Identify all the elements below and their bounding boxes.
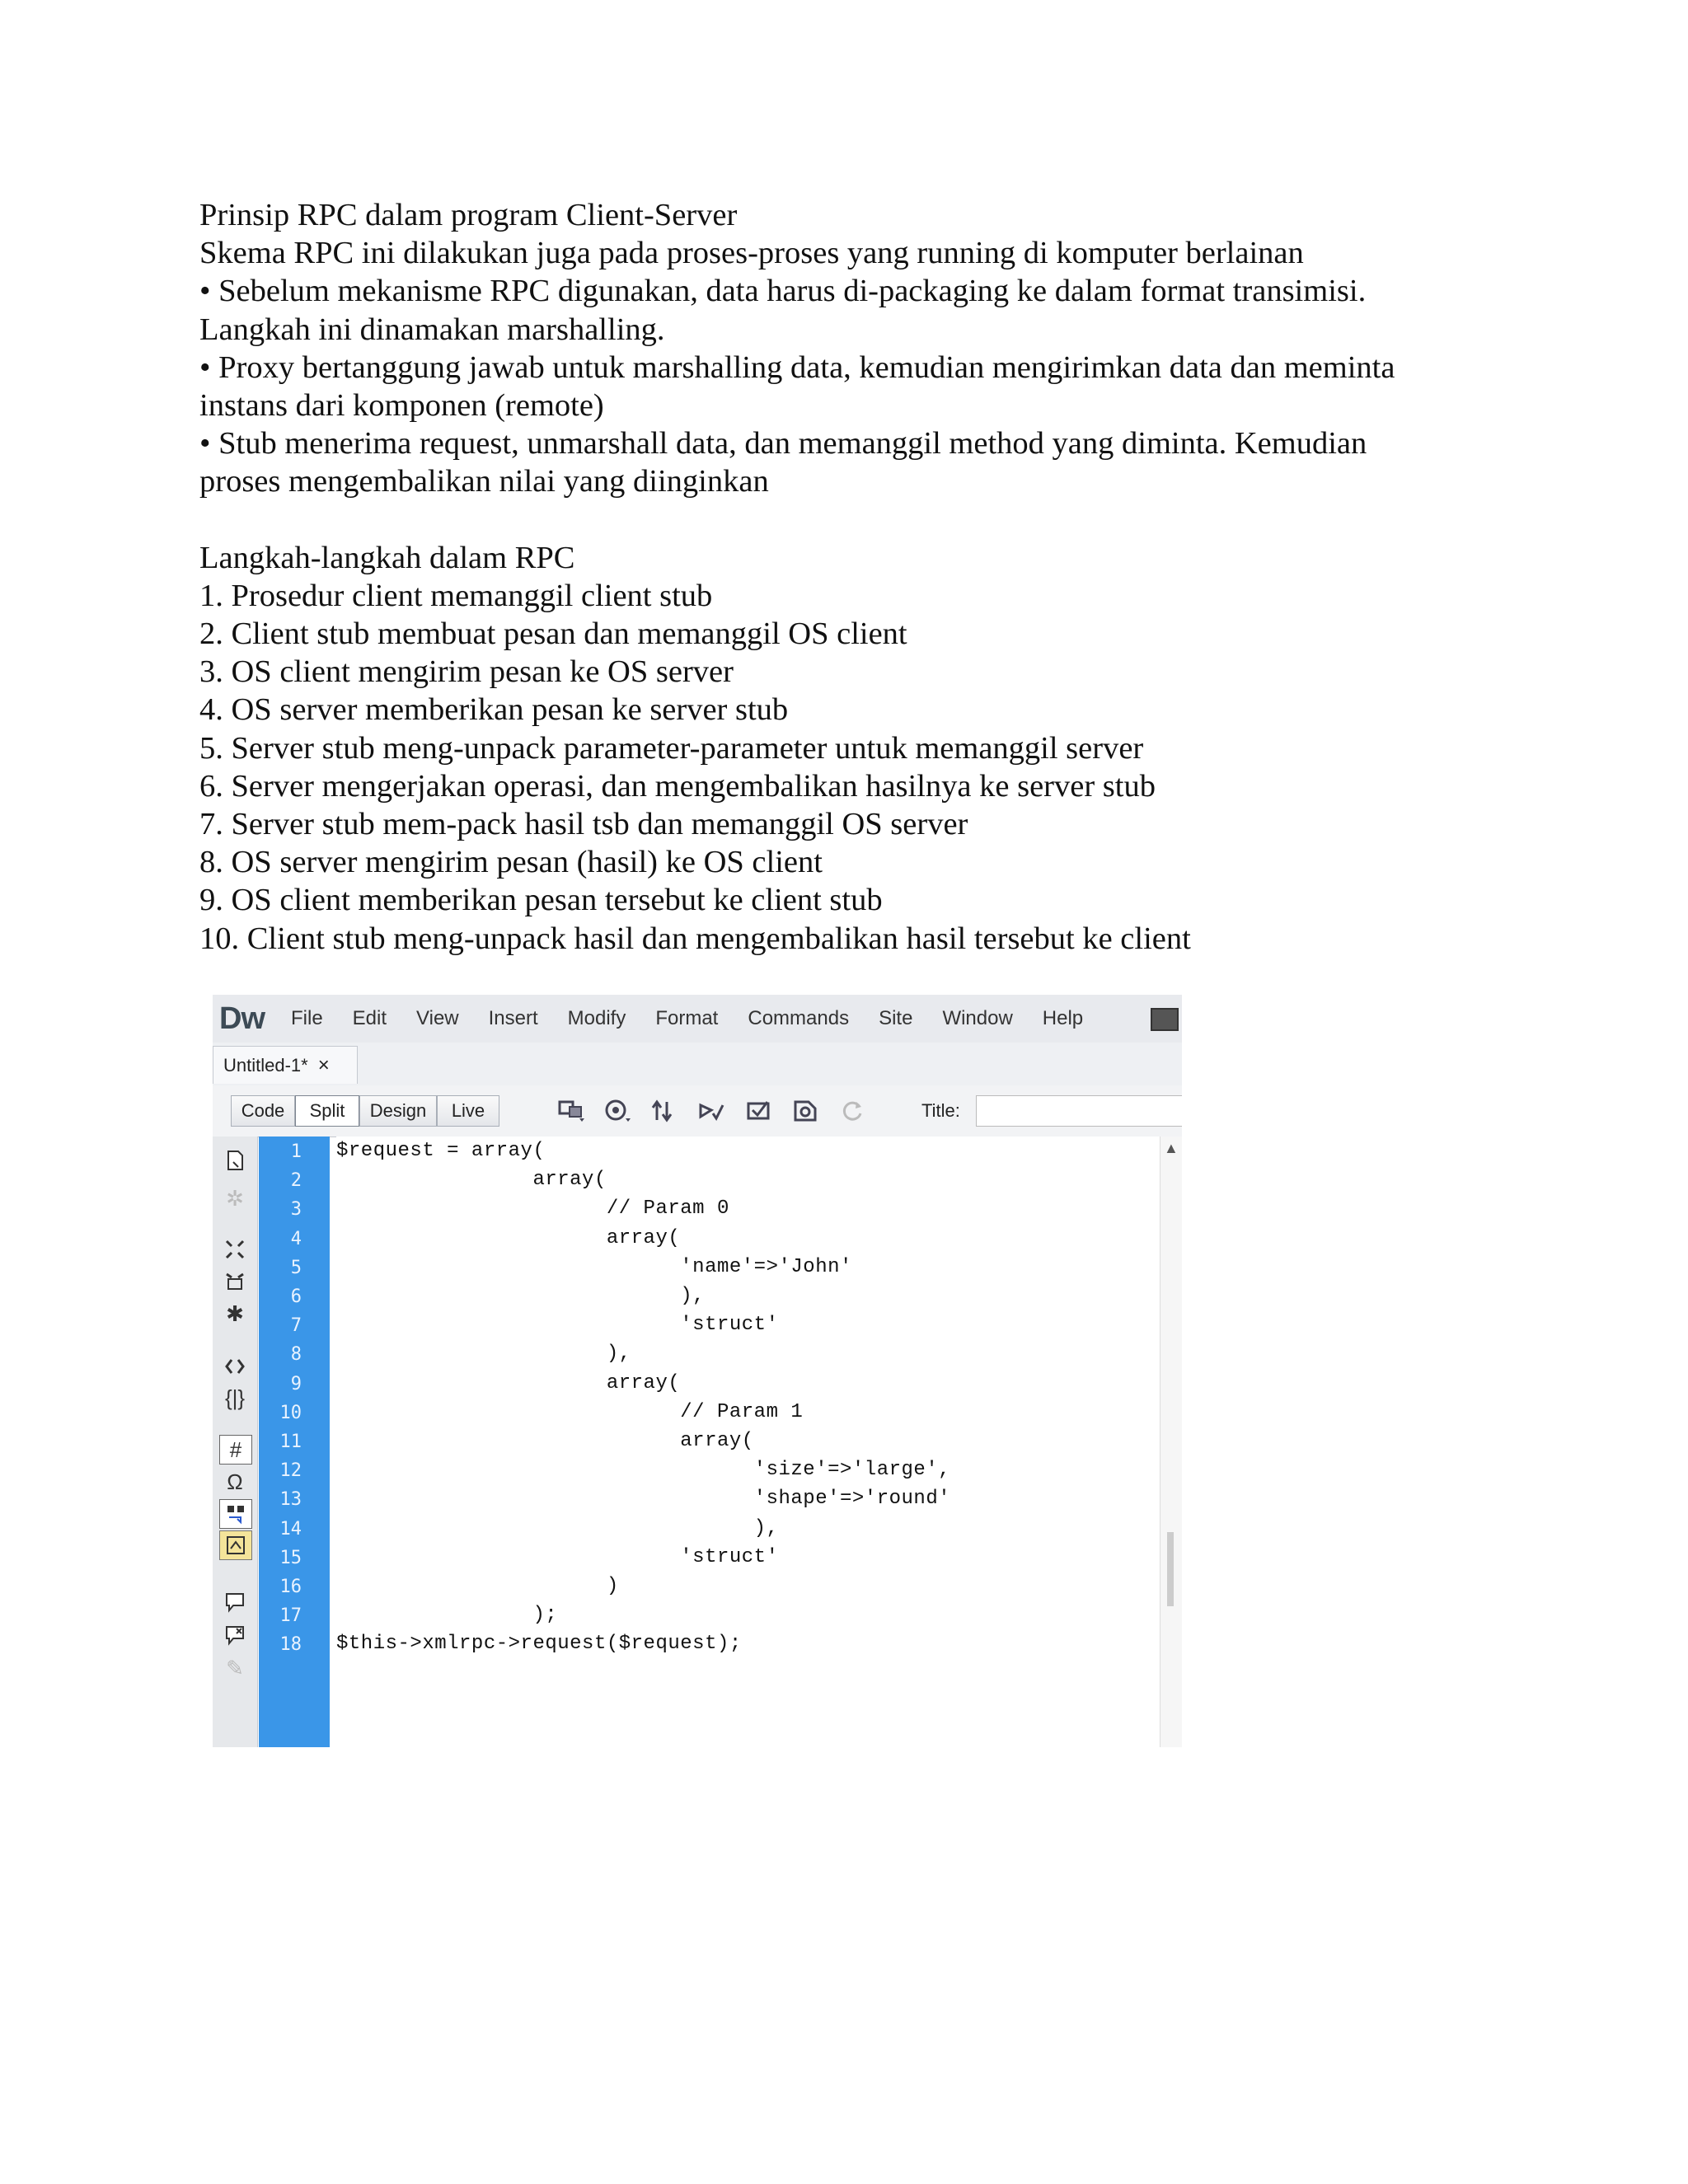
collapse-selection-icon[interactable] <box>219 1268 251 1296</box>
code-line: $request = array( <box>336 1140 546 1162</box>
highlight-invalid-code-icon[interactable]: Ω <box>227 1469 243 1494</box>
vertical-scrollbar[interactable] <box>1160 1137 1182 1747</box>
design-view-button[interactable]: Design <box>359 1095 437 1127</box>
code-line: // Param 0 <box>336 1197 729 1221</box>
code-line: ), <box>336 1285 706 1307</box>
preview-browser-icon[interactable] <box>603 1097 633 1125</box>
close-icon[interactable]: × <box>317 1053 330 1076</box>
steps-heading: Langkah-langkah dalam RPC <box>199 540 575 575</box>
menu-modify[interactable]: Modify <box>567 1007 626 1029</box>
code-line: ) <box>336 1575 619 1597</box>
line-number: 4 <box>290 1228 302 1249</box>
line-number: 18 <box>279 1634 302 1656</box>
multiscreen-icon[interactable] <box>557 1097 587 1125</box>
code-line: ); <box>336 1604 558 1627</box>
line-number: 11 <box>279 1432 302 1452</box>
step-item: 1. Prosedur client memanggil client stub <box>199 578 713 613</box>
line-number: 15 <box>279 1547 302 1568</box>
word-wrap-icon[interactable] <box>219 1499 252 1529</box>
step-item: 4. OS server memberikan pesan ke server stub <box>199 692 789 728</box>
line-number: 12 <box>279 1460 302 1482</box>
line-number-gutter <box>259 1137 330 1747</box>
menu-help[interactable]: Help <box>1042 1007 1084 1029</box>
code-line: array( <box>336 1371 681 1394</box>
document-toolbar <box>213 1085 1182 1137</box>
coding-toolbar <box>213 1137 258 1747</box>
refresh-icon[interactable] <box>837 1097 867 1125</box>
open-documents-icon[interactable] <box>219 1146 251 1174</box>
code-line: 'struct' <box>336 1314 779 1337</box>
select-parent-tag-icon[interactable] <box>219 1352 251 1380</box>
scroll-up-arrow-icon[interactable]: ▲ <box>1164 1140 1179 1156</box>
line-number: 13 <box>279 1489 302 1511</box>
menu-bar <box>213 995 1182 1043</box>
code-line: 'name'=>'John' <box>336 1255 852 1278</box>
doc-bullet-proxy: • Proxy bertanggung jawab untuk marshalling data, kemudian mengirimkan data dan meminta <box>199 349 1395 385</box>
code-line: 'size'=>'large', <box>336 1459 951 1482</box>
validate-markup-icon[interactable] <box>697 1097 727 1125</box>
line-number: 14 <box>279 1518 302 1540</box>
remove-comment-icon[interactable] <box>219 1621 251 1649</box>
step-item: 9. OS client memberikan pesan tersebut ke client stub <box>199 883 883 918</box>
code-line: 'shape'=>'round' <box>336 1488 951 1511</box>
doc-bullet-marshalling: • Sebelum mekanisme RPC digunakan, data harus di-packaging ke dalam format transimisi. <box>199 274 1367 309</box>
code-line: // Param 1 <box>336 1400 804 1423</box>
document-text <box>199 196 1535 958</box>
line-numbers-icon[interactable]: # <box>219 1435 252 1465</box>
paragraph-spacer <box>199 501 1535 539</box>
code-line: array( <box>336 1226 681 1249</box>
step-item: 7. Server stub mem-pack hasil tsb dan memanggil OS server <box>199 807 968 842</box>
line-number: 1 <box>290 1141 302 1162</box>
menu-site[interactable]: Site <box>879 1007 913 1029</box>
menu-edit[interactable]: Edit <box>352 1007 387 1029</box>
line-number: 7 <box>290 1315 302 1337</box>
split-view-button[interactable]: Split <box>295 1095 359 1127</box>
tab-untitled-1[interactable] <box>213 1046 358 1084</box>
line-number: 10 <box>279 1402 302 1423</box>
menu-insert[interactable]: Insert <box>488 1007 538 1029</box>
layout-switcher-icon[interactable] <box>1151 1008 1179 1031</box>
menu-format[interactable]: Format <box>655 1007 719 1029</box>
code-line: $this->xmlrpc->request($request); <box>336 1633 742 1656</box>
browser-compatibility-icon[interactable] <box>745 1097 775 1125</box>
line-number: 3 <box>290 1199 302 1221</box>
line-number: 2 <box>290 1170 302 1192</box>
doc-paragraph-line: Langkah ini dinamakan marshalling. <box>199 312 665 347</box>
show-code-navigator-icon[interactable]: ✲ <box>226 1185 244 1211</box>
dreamweaver-screenshot <box>213 995 1182 1747</box>
apply-comment-icon[interactable] <box>219 1588 251 1616</box>
menu-file[interactable]: File <box>291 1007 323 1029</box>
code-line: ), <box>336 1516 779 1540</box>
line-number: 5 <box>290 1257 302 1278</box>
title-label: Title: <box>921 1100 960 1121</box>
step-item: 10. Client stub meng-unpack hasil dan mengembalikan hasil tersebut ke client <box>199 921 1191 956</box>
line-number: 8 <box>290 1344 302 1366</box>
page-title-input[interactable] <box>976 1095 1182 1127</box>
code-line: array( <box>336 1430 754 1452</box>
code-line: array( <box>336 1169 607 1192</box>
visual-aids-icon[interactable] <box>791 1097 821 1125</box>
line-number: 9 <box>290 1373 302 1394</box>
doc-title: Prinsip RPC dalam program Client-Server <box>199 198 738 232</box>
collapse-full-tag-icon[interactable] <box>219 1235 251 1263</box>
step-item: 3. OS client mengirim pesan ke OS server <box>199 654 734 690</box>
wrap-tag-icon[interactable]: ✎ <box>226 1655 244 1680</box>
line-number: 17 <box>279 1605 302 1627</box>
doc-bullet-stub: • Stub menerima request, unmarshall data, dan memanggil method yang diminta. Kemudian <box>199 426 1367 462</box>
file-management-icon[interactable] <box>649 1097 679 1125</box>
code-view[interactable] <box>336 1137 1160 1747</box>
code-line: 'struct' <box>336 1545 779 1568</box>
menu-window[interactable]: Window <box>942 1007 1013 1029</box>
menu-commands[interactable]: Commands <box>748 1007 850 1029</box>
line-number: 16 <box>279 1577 302 1597</box>
code-view-button[interactable]: Code <box>231 1095 295 1127</box>
tab-label: Untitled-1* <box>223 1054 308 1076</box>
step-item: 5. Server stub meng-unpack parameter-parameter untuk memanggil server <box>199 730 1144 766</box>
step-item: 6. Server mengerjakan operasi, dan mengembalikan hasilnya ke server stub <box>199 768 1156 804</box>
expand-all-icon[interactable]: ✱ <box>226 1301 244 1326</box>
document-tab-bar <box>213 1043 1182 1086</box>
dreamweaver-logo: Dw <box>219 1001 265 1036</box>
step-item: 2. Client stub membuat pesan dan memanggil OS client <box>199 616 907 652</box>
balance-braces-icon[interactable]: {|} <box>224 1385 246 1410</box>
doc-paragraph-line: proses mengembalikan nilai yang diinginkan <box>199 464 769 499</box>
step-item: 8. OS server mengirim pesan (hasil) ke OS client <box>199 845 823 880</box>
menu-view[interactable]: View <box>416 1007 459 1029</box>
doc-paragraph-line: Skema RPC ini dilakukan juga pada proses-proses yang running di komputer berlainan <box>199 236 1304 271</box>
line-number: 6 <box>290 1286 302 1307</box>
scrollbar-thumb[interactable] <box>1167 1532 1174 1606</box>
doc-paragraph-line: instans dari komponen (remote) <box>199 388 604 424</box>
live-view-button[interactable]: Live <box>437 1095 499 1127</box>
syntax-error-alerts-icon[interactable] <box>219 1530 252 1560</box>
code-line: ), <box>336 1343 631 1366</box>
